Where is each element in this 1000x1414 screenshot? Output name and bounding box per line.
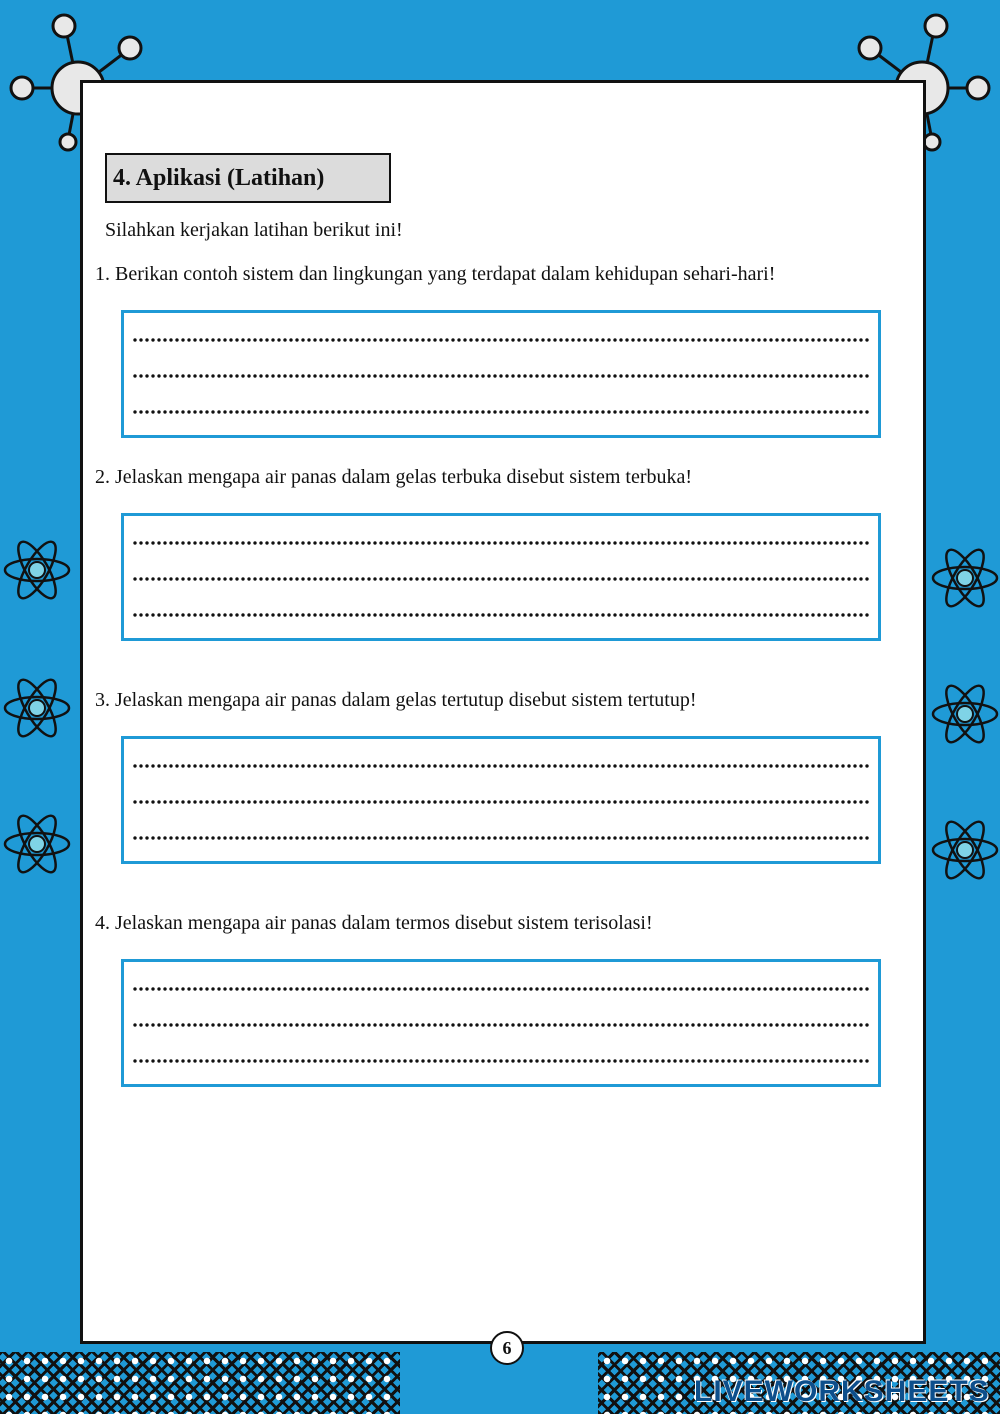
section-title: 4. Aplikasi (Latihan) (105, 153, 391, 203)
brand-logo: LIVEWORKSHEETS (694, 1375, 990, 1408)
atom-icon (2, 672, 72, 744)
answer-line[interactable] (132, 338, 870, 342)
atom-icon (2, 534, 72, 606)
question-4: 4. Jelaskan mengapa air panas dalam termos disebut sistem terisolasi! (95, 912, 653, 934)
answer-line[interactable] (132, 374, 870, 378)
answer-box-4[interactable] (121, 959, 881, 1087)
page-number: 6 (490, 1331, 524, 1365)
atom-icon (930, 542, 1000, 614)
answer-line[interactable] (132, 764, 870, 768)
atom-icon (930, 678, 1000, 750)
answer-box-2[interactable] (121, 513, 881, 641)
answer-line[interactable] (132, 987, 870, 991)
question-1: 1. Berikan contoh sistem dan lingkungan yang terdapat dalam kehidupan sehari-hari! (95, 263, 776, 285)
answer-line[interactable] (132, 836, 870, 840)
answer-line[interactable] (132, 800, 870, 804)
worksheet-page (80, 80, 926, 1358)
answer-box-1[interactable] (121, 310, 881, 438)
answer-line[interactable] (132, 1059, 870, 1063)
decorative-pattern (0, 1352, 400, 1414)
answer-box-3[interactable] (121, 736, 881, 864)
answer-line[interactable] (132, 613, 870, 617)
answer-line[interactable] (132, 577, 870, 581)
instructions-text: Silahkan kerjakan latihan berikut ini! (105, 219, 403, 241)
answer-line[interactable] (132, 410, 870, 414)
atom-icon (930, 814, 1000, 886)
question-3: 3. Jelaskan mengapa air panas dalam gelas tertutup disebut sistem tertutup! (95, 689, 697, 711)
answer-line[interactable] (132, 1023, 870, 1027)
atom-icon (2, 808, 72, 880)
answer-line[interactable] (132, 541, 870, 545)
question-2: 2. Jelaskan mengapa air panas dalam gelas terbuka disebut sistem terbuka! (95, 466, 693, 488)
